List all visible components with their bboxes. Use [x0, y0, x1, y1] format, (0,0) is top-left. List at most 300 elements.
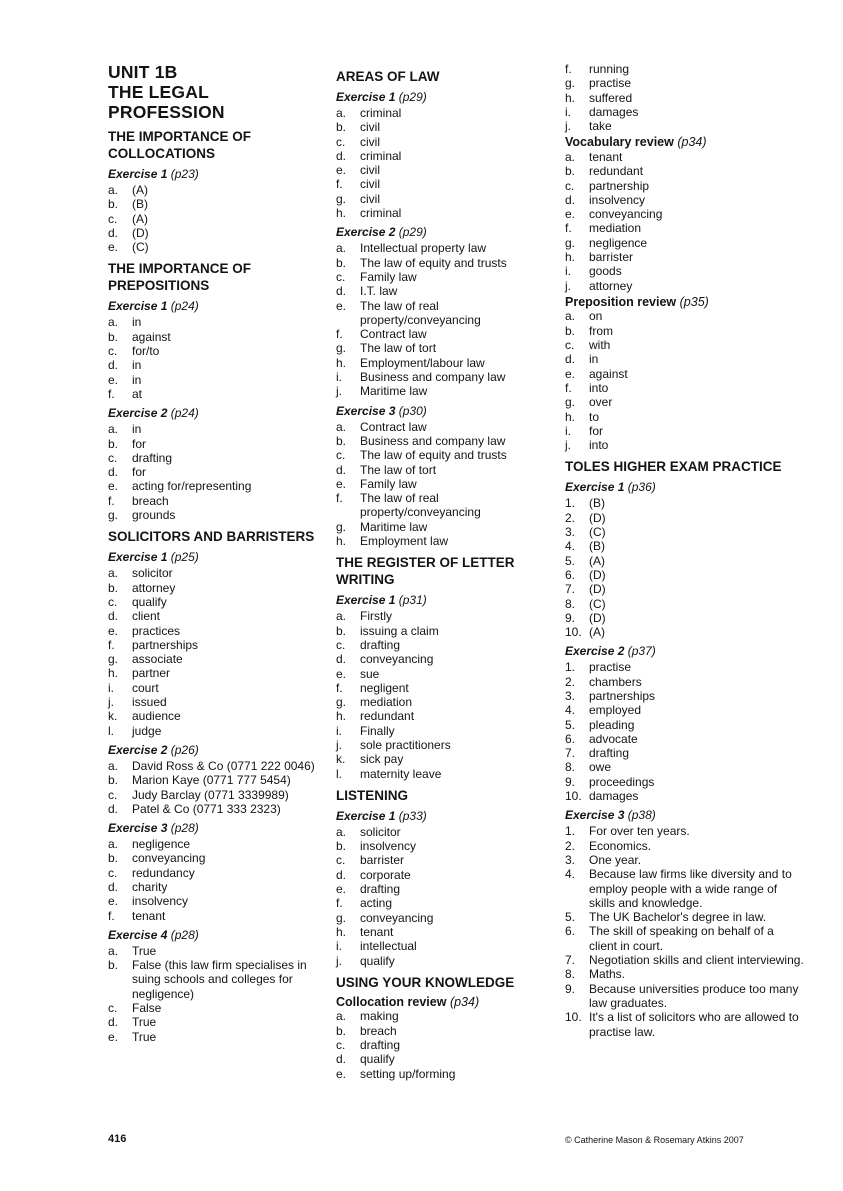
answer-item: [108, 638, 323, 652]
answer-list: [108, 315, 323, 401]
answer-item: [336, 638, 546, 652]
answer-text: qualify: [360, 953, 395, 968]
answer-text: redundancy: [132, 865, 195, 880]
answer-item: [336, 667, 546, 681]
answer-item: [565, 76, 805, 90]
answer-marker: b.: [108, 329, 119, 344]
answer-text: criminal: [360, 206, 402, 221]
answer-marker: h.: [336, 709, 347, 724]
exercise-heading: [108, 821, 323, 836]
answer-item: [336, 434, 546, 448]
answer-marker: 6.: [565, 567, 576, 582]
answer-text: Business and company law: [360, 370, 506, 385]
exercise-page-ref: (p34): [449, 994, 480, 1009]
answer-item: [108, 866, 323, 880]
answer-text: owe: [589, 760, 612, 775]
answer-item: [108, 788, 323, 802]
exercise-name: Exercise 2: [108, 406, 168, 421]
answer-text: mediation: [589, 221, 642, 236]
answer-marker: 9.: [565, 981, 576, 996]
answer-item: [336, 896, 546, 910]
answer-text: The law of equity and trusts: [360, 255, 507, 270]
answer-marker: d.: [108, 609, 119, 624]
answer-text: damages: [589, 789, 639, 804]
answer-marker: 3.: [565, 525, 576, 540]
answer-item: [108, 494, 323, 508]
answer-marker: c.: [336, 134, 346, 149]
answer-item: [565, 410, 805, 424]
answer-item: [565, 525, 805, 539]
answer-text: suffered: [589, 90, 633, 105]
exercise-page-ref: (p38): [627, 808, 656, 823]
exercise-name: Exercise 2: [336, 225, 396, 240]
answer-item: [108, 240, 323, 254]
answer-text: breach: [132, 493, 169, 508]
answer-text: for: [132, 436, 147, 451]
answer-item: [336, 370, 546, 384]
answer-item: [336, 624, 546, 638]
answer-marker: j.: [336, 384, 342, 399]
answer-text: Business and company law: [360, 433, 506, 448]
answer-text: Judy Barclay (0771 3339989): [132, 787, 289, 802]
answer-list: [336, 420, 546, 549]
answer-marker: j.: [336, 953, 342, 968]
answer-marker: l.: [108, 723, 114, 738]
answer-text: conveyancing: [360, 910, 434, 925]
answer-item: [336, 738, 546, 752]
answer-marker: c.: [336, 637, 346, 652]
answer-text: civil: [360, 191, 380, 206]
answer-text: True: [132, 1029, 157, 1044]
answer-item: [565, 924, 805, 953]
answer-text: pleading: [589, 717, 635, 732]
answer-item: [108, 330, 323, 344]
answer-text: conveyancing: [132, 851, 206, 866]
answer-marker: 4.: [565, 539, 576, 554]
answer-marker: b.: [108, 197, 119, 212]
exercise-heading: [336, 404, 546, 419]
answer-marker: a.: [336, 106, 347, 120]
answer-text: I.T. law: [360, 284, 398, 299]
answer-item: [565, 324, 805, 338]
answer-marker: d.: [565, 192, 576, 207]
exercise-name: Exercise 3: [565, 808, 625, 823]
answer-text: drafting: [589, 746, 630, 761]
answer-item: [336, 695, 546, 709]
exercise-name: Exercise 1: [336, 90, 396, 104]
answer-text: client: [132, 609, 161, 624]
answer-item: [108, 183, 323, 197]
answer-text: False: [132, 1001, 162, 1016]
answer-marker: a.: [108, 422, 119, 437]
answer-marker: e.: [108, 240, 119, 255]
answer-marker: d.: [336, 148, 347, 163]
answer-marker: d.: [336, 1052, 347, 1067]
exercise-page-ref: (p37): [627, 644, 656, 659]
answer-text: Patel & Co (0771 333 2323): [132, 801, 281, 816]
answer-marker: b.: [108, 580, 119, 595]
answer-text: acting for/representing: [132, 479, 252, 494]
answer-item: [336, 652, 546, 666]
answer-text: David Ross & Co (0771 222 0046): [132, 758, 315, 773]
answer-text: with: [589, 338, 611, 353]
exercise-heading: [336, 225, 546, 240]
answer-item: [565, 689, 805, 703]
answer-text: (D): [589, 567, 606, 582]
answer-item: [565, 611, 805, 625]
exercise-page-ref: (p24): [170, 299, 199, 314]
answer-text: civil: [360, 177, 380, 192]
answer-marker: 3.: [565, 688, 576, 703]
answer-text: civil: [360, 134, 380, 149]
answer-marker: e.: [336, 666, 347, 681]
exercise-heading: [108, 928, 323, 943]
answer-item: [336, 752, 546, 766]
review-heading: [336, 995, 546, 1010]
exercise-name: Exercise 2: [565, 644, 625, 659]
answer-text: issuing a claim: [360, 623, 439, 638]
answer-marker: a.: [565, 149, 576, 164]
answer-item: [565, 539, 805, 553]
answer-text: (A): [132, 211, 148, 226]
answer-marker: i.: [565, 264, 571, 279]
section-heading: USING YOUR KNOWLEDGE: [336, 974, 515, 990]
review-heading: [565, 135, 805, 150]
answer-text: Because universities produce too many law graduates.: [589, 981, 799, 1010]
answer-text: Family law: [360, 269, 417, 284]
answer-text: for/to: [132, 344, 160, 359]
unit-title: THE LEGAL PROFESSION: [108, 82, 225, 122]
unit-label: UNIT 1B: [108, 62, 178, 82]
answer-marker: 5.: [565, 717, 576, 732]
answer-item: [565, 236, 805, 250]
exercise-name: Exercise 1: [108, 299, 168, 314]
answer-item: [565, 119, 805, 133]
answer-marker: j.: [108, 695, 114, 710]
answer-marker: j.: [336, 737, 342, 752]
answer-marker: k.: [336, 752, 346, 767]
answer-item: [336, 256, 546, 270]
answer-text: criminal: [360, 106, 402, 120]
answer-item: [336, 284, 546, 298]
answer-marker: 7.: [565, 953, 576, 968]
answer-marker: j.: [565, 278, 571, 293]
answer-marker: e.: [565, 366, 576, 381]
answer-marker: e.: [108, 1029, 119, 1044]
answer-text: The law of tort: [360, 341, 437, 356]
answer-text: setting up/forming: [360, 1066, 456, 1081]
answer-marker: c.: [108, 787, 118, 802]
answer-item: [565, 264, 805, 278]
answer-item: [565, 675, 805, 689]
answer-item: [108, 695, 323, 709]
answer-list: [336, 825, 546, 968]
answer-item: [108, 709, 323, 723]
answer-marker: h.: [565, 409, 576, 424]
answer-marker: b.: [108, 851, 119, 866]
answer-marker: c.: [108, 865, 118, 880]
answer-marker: i.: [336, 370, 342, 385]
answer-item: [336, 163, 546, 177]
answer-item: [336, 1024, 546, 1038]
answer-text: against: [132, 329, 171, 344]
answer-item: [108, 479, 323, 493]
answer-text: partnership: [589, 178, 650, 193]
answer-text: One year.: [589, 852, 642, 867]
answer-text: (C): [589, 525, 606, 540]
answer-marker: a.: [336, 824, 347, 839]
answer-text: damages: [589, 104, 639, 119]
answer-marker: a.: [108, 566, 119, 581]
answer-marker: 2.: [565, 510, 576, 525]
answer-list: [108, 183, 323, 254]
answer-text: audience: [132, 709, 181, 724]
answer-item: [565, 207, 805, 221]
answer-marker: 1.: [565, 496, 576, 511]
answer-marker: 4.: [565, 867, 576, 882]
answer-marker: g.: [336, 191, 347, 206]
answer-text: court: [132, 680, 159, 695]
answer-marker: c.: [336, 269, 346, 284]
answer-text: negligence: [132, 837, 191, 852]
answer-marker: i.: [336, 723, 342, 738]
answer-text: Negotiation skills and client interviewing.: [589, 953, 804, 968]
answer-marker: e.: [108, 623, 119, 638]
answer-item: [336, 241, 546, 255]
exercise-heading: [565, 480, 805, 495]
answer-marker: d.: [108, 1015, 119, 1030]
answer-marker: d.: [108, 225, 119, 240]
copyright-notice: © Catherine Mason & Rosemary Atkins 2007: [565, 1135, 744, 1145]
answer-text: (B): [589, 496, 605, 511]
answer-marker: i.: [108, 680, 114, 695]
answer-marker: 6.: [565, 731, 576, 746]
exercise-page-ref: (p33): [398, 808, 427, 823]
exercise-page-ref: (p26): [170, 742, 199, 757]
answer-text: attorney: [589, 278, 633, 293]
answer-marker: f.: [108, 637, 115, 652]
answer-text: partnerships: [589, 688, 656, 703]
answer-text: (C): [589, 596, 606, 611]
answer-item: [565, 105, 805, 119]
answer-item: [565, 967, 805, 981]
answer-text: advocate: [589, 731, 638, 746]
answer-marker: g.: [336, 695, 347, 710]
answer-item: [565, 193, 805, 207]
answer-marker: a.: [565, 309, 576, 324]
answer-text: The law of real property/conveyancing: [360, 298, 481, 327]
answer-text: barrister: [360, 853, 405, 868]
answer-item: [336, 299, 546, 328]
answer-text: in: [132, 358, 142, 373]
answer-item: [108, 724, 323, 738]
answer-text: at: [132, 386, 143, 401]
answer-marker: c.: [336, 1037, 346, 1052]
answer-item: [108, 595, 323, 609]
answer-text: attorney: [132, 580, 176, 595]
answer-list: [565, 660, 805, 803]
answer-marker: b.: [336, 839, 347, 854]
answer-text: sue: [360, 666, 380, 681]
answer-text: Firstly: [360, 609, 392, 624]
answer-text: Maritime law: [360, 384, 428, 399]
answer-marker: f.: [565, 62, 572, 76]
answer-marker: h.: [336, 206, 347, 221]
answer-marker: e.: [336, 882, 347, 897]
answer-text: conveyancing: [589, 207, 663, 222]
answer-text: drafting: [132, 450, 173, 465]
exercise-name: Exercise 1: [336, 593, 396, 608]
answer-text: The law of real property/conveyancing: [360, 491, 481, 520]
answer-list: [336, 609, 546, 781]
answer-text: Because law firms like diversity and to employ people with a wide range of skills and knowledge.: [589, 867, 792, 910]
answer-marker: b.: [336, 255, 347, 270]
answer-item: [108, 1015, 323, 1029]
answer-marker: i.: [565, 423, 571, 438]
answer-item: [108, 609, 323, 623]
answer-marker: c.: [108, 1001, 118, 1016]
answer-text: solicitor: [360, 824, 401, 839]
answer-marker: 10.: [565, 1010, 582, 1025]
answer-text: redundant: [589, 164, 644, 179]
answer-marker: b.: [108, 958, 119, 973]
answer-item: [108, 666, 323, 680]
answer-marker: g.: [565, 235, 576, 250]
answer-text: civil: [360, 163, 380, 178]
answer-item: [336, 477, 546, 491]
answer-text: solicitor: [132, 566, 173, 581]
answer-item: [565, 511, 805, 525]
answer-list: [565, 496, 805, 639]
answer-text: Maritime law: [360, 519, 428, 534]
answer-marker: g.: [565, 395, 576, 410]
answer-marker: f.: [565, 380, 572, 395]
answer-marker: c.: [108, 450, 118, 465]
answer-marker: j.: [565, 438, 571, 453]
answer-item: [108, 837, 323, 851]
exercise-name: Exercise 1: [565, 480, 625, 495]
answer-text: True: [132, 943, 157, 958]
answer-marker: 7.: [565, 582, 576, 597]
answer-item: [108, 681, 323, 695]
answer-text: Finally: [360, 723, 395, 738]
answer-text: (D): [132, 225, 149, 240]
exercise-name: Exercise 1: [108, 167, 168, 181]
answer-item: [565, 597, 805, 611]
answer-text: (B): [589, 539, 605, 554]
answer-text: breach: [360, 1023, 397, 1038]
exercise-page-ref: (p34): [677, 135, 707, 150]
answer-marker: c.: [565, 178, 575, 193]
answer-marker: g.: [336, 341, 347, 356]
answer-item: [565, 367, 805, 381]
answer-item: [108, 508, 323, 522]
answer-item: [565, 309, 805, 323]
exercise-name: Exercise 3: [336, 403, 396, 418]
answer-marker: a.: [108, 837, 119, 852]
answer-marker: h.: [336, 534, 347, 549]
answer-text: (D): [589, 582, 606, 597]
answer-marker: f.: [336, 896, 343, 911]
answer-marker: i.: [565, 104, 571, 119]
answer-text: tenant: [132, 908, 166, 923]
answer-item: [108, 358, 323, 372]
answer-item: [108, 1030, 323, 1044]
answer-marker: a.: [108, 758, 119, 773]
answer-list: [108, 837, 323, 923]
answer-text: chambers: [589, 674, 642, 689]
section-heading: AREAS OF LAW: [336, 69, 440, 84]
answer-item: [565, 250, 805, 264]
answer-text: Economics.: [589, 838, 652, 853]
section-heading: TOLES HIGHER EXAM PRACTICE: [565, 459, 782, 475]
answer-text: redundant: [360, 709, 415, 724]
answer-marker: d.: [108, 358, 119, 373]
answer-marker: 10.: [565, 789, 582, 804]
exercise-page-ref: (p36): [627, 480, 656, 495]
answer-text: practices: [132, 623, 181, 638]
answer-marker: e.: [336, 163, 347, 178]
exercise-name: Exercise 1: [336, 808, 396, 823]
answer-text: (A): [589, 553, 605, 568]
answer-marker: h.: [336, 355, 347, 370]
answer-item: [108, 958, 323, 1001]
answer-marker: b.: [336, 433, 347, 448]
answer-list: [336, 241, 546, 398]
answer-text: The UK Bachelor's degree in law.: [589, 910, 767, 925]
answer-item: [108, 880, 323, 894]
answer-text: issued: [132, 695, 167, 710]
answer-item: [565, 582, 805, 596]
answer-marker: c.: [108, 594, 118, 609]
answer-marker: 4.: [565, 703, 576, 718]
answer-marker: 5.: [565, 910, 576, 925]
answer-item: [565, 91, 805, 105]
answer-marker: b.: [108, 436, 119, 451]
answer-text: Intellectual property law: [360, 241, 487, 256]
answer-list: [565, 150, 805, 293]
answer-marker: b.: [336, 623, 347, 638]
answer-text: (D): [589, 510, 606, 525]
exercise-page-ref: (p31): [398, 593, 427, 608]
exercise-heading: [336, 90, 546, 105]
answer-text: into: [589, 380, 609, 395]
answer-text: drafting: [360, 882, 401, 897]
exercise-name: Vocabulary review: [565, 135, 674, 150]
answer-item: [336, 270, 546, 284]
answer-marker: i.: [336, 939, 342, 954]
answer-item: [565, 746, 805, 760]
answer-list: [336, 1009, 546, 1080]
exercise-name: Preposition review: [565, 294, 677, 309]
answer-marker: d.: [336, 462, 347, 477]
answer-text: (A): [132, 183, 148, 197]
answer-item: [565, 853, 805, 867]
exercise-heading: [336, 809, 546, 824]
answer-text: (D): [589, 610, 606, 625]
answer-marker: b.: [336, 1023, 347, 1038]
answer-item: [108, 465, 323, 479]
answer-marker: 1.: [565, 824, 576, 839]
answer-marker: b.: [108, 773, 119, 788]
answer-list: [108, 566, 323, 738]
review-heading: [565, 295, 805, 310]
answer-list: [108, 944, 323, 1044]
answer-text: criminal: [360, 148, 402, 163]
exercise-page-ref: (p28): [170, 927, 199, 942]
answer-text: False (this law firm specialises in suing schools and colleges for negligence): [132, 958, 307, 1001]
answer-item: [336, 106, 546, 120]
